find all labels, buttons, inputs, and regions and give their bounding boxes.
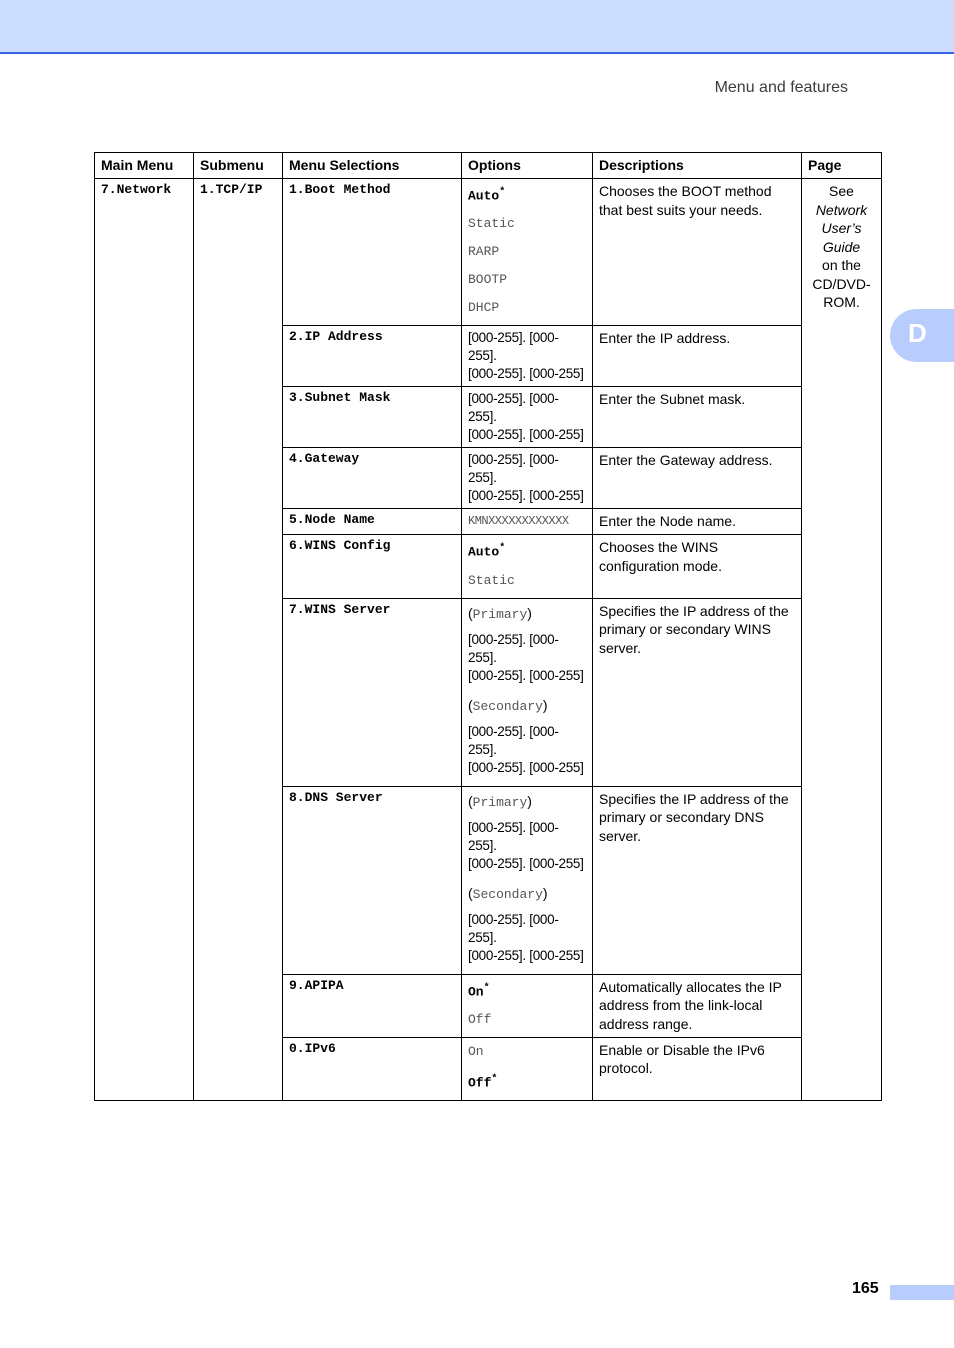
column-header: Descriptions xyxy=(593,153,802,179)
description-cell: Enter the Subnet mask. xyxy=(593,387,802,448)
options-cell xyxy=(462,535,593,598)
range-line: [000-255]. [000-255]. xyxy=(468,452,559,486)
description-cell: Chooses the WINS configuration mode. xyxy=(593,535,802,598)
description-cell: Enter the Node name. xyxy=(593,509,802,535)
page-number: 165 xyxy=(852,1280,879,1297)
chapter-tab-letter: D xyxy=(908,318,927,348)
option: Off xyxy=(468,1011,492,1027)
range-line: [000-255]. [000-255]. xyxy=(468,911,559,945)
selection-cell: 1.Boot Method xyxy=(283,179,462,326)
column-header: Main Menu xyxy=(95,153,194,179)
page-ref-italic: Network xyxy=(815,201,868,218)
range-line: [000-255]. [000-255] xyxy=(468,855,584,871)
option-default: Auto* xyxy=(468,543,506,560)
options-cell: (Primary) [000-255]. [000-255]. [000-255]. [000-255] (Secondary) [000-255]. [000-255]. [000-255]. [000-255] xyxy=(462,598,593,786)
primary-label: Primary xyxy=(472,606,528,622)
selection-cell: 7.WINS Server xyxy=(283,598,462,786)
option: RARP xyxy=(468,244,500,260)
options-cell xyxy=(462,509,593,535)
range-line: [000-255]. [000-255]. xyxy=(468,819,559,853)
menu-table xyxy=(94,152,882,1101)
selection-cell: 2.IP Address xyxy=(283,326,462,387)
options-cell xyxy=(462,326,593,387)
secondary-label: Secondary xyxy=(472,886,543,902)
page-ref-italic: Guide xyxy=(822,238,861,255)
range-line: [000-255]. [000-255] xyxy=(468,947,584,963)
page-reference-cell xyxy=(802,179,882,1101)
option-default: Auto* xyxy=(468,187,506,204)
description-cell: Automatically allocates the IP address from the link-local address range. xyxy=(593,974,802,1037)
main-menu-cell: 7.Network xyxy=(95,179,194,1101)
column-header: Submenu xyxy=(194,153,283,179)
selection-cell: 8.DNS Server xyxy=(283,786,462,974)
header-title: Menu and features xyxy=(714,79,848,96)
submenu-cell: 1.TCP/IP xyxy=(194,179,283,1101)
options-cell xyxy=(462,179,593,326)
column-header: Options xyxy=(462,153,593,179)
selection-cell: 5.Node Name xyxy=(283,509,462,535)
page-ref-text: on the xyxy=(822,257,861,273)
range-line: [000-255]. [000-255]. xyxy=(468,391,559,425)
page-ref-text: CD/DVD- xyxy=(812,275,871,292)
page-ref-text: See xyxy=(829,183,854,199)
option: DHCP xyxy=(468,300,500,316)
range-line: [000-255]. [000-255] xyxy=(468,488,584,504)
range-line: [000-255]. [000-255] xyxy=(468,366,584,382)
options-cell xyxy=(462,1037,593,1100)
range-line: [000-255]. [000-255] xyxy=(468,427,584,443)
chapter-tab xyxy=(890,309,954,362)
selection-cell: 0.IPv6 xyxy=(283,1037,462,1100)
primary-label: Primary xyxy=(472,794,528,810)
description-cell: Chooses the BOOT method that best suits your needs. xyxy=(593,179,802,326)
description-cell: Enter the IP address. xyxy=(593,326,802,387)
page-ref-text: ROM. xyxy=(823,294,860,310)
selection-cell: 6.WINS Config xyxy=(283,535,462,598)
table-header-row xyxy=(95,153,882,179)
options-cell xyxy=(462,448,593,509)
table-row xyxy=(95,179,882,326)
range-line: [000-255]. [000-255] xyxy=(468,667,584,683)
column-header: Menu Selections xyxy=(283,153,462,179)
top-header-band xyxy=(0,0,954,54)
description-cell: Specifies the IP address of the primary or secondary WINS server. xyxy=(593,598,802,786)
description-cell: Specifies the IP address of the primary or secondary DNS server. xyxy=(593,786,802,974)
range-line: [000-255]. [000-255] xyxy=(468,759,584,775)
option: KMNXXXXXXXXXXXX xyxy=(468,514,569,529)
page-ref-italic: User’s xyxy=(821,220,862,236)
option: Static xyxy=(468,216,515,232)
range-line: [000-255]. [000-255]. xyxy=(468,723,559,757)
options-cell xyxy=(462,974,593,1037)
option: On xyxy=(468,1043,484,1059)
option: BOOTP xyxy=(468,272,508,288)
page-number-bar xyxy=(890,1285,954,1300)
selection-cell: 9.APIPA xyxy=(283,974,462,1037)
options-cell: (Primary) [000-255]. [000-255]. [000-255]. [000-255] (Secondary) [000-255]. [000-255]. [000-255]. [000-255] xyxy=(462,786,593,974)
options-cell xyxy=(462,387,593,448)
selection-cell: 4.Gateway xyxy=(283,448,462,509)
selection-cell: 3.Subnet Mask xyxy=(283,387,462,448)
description-cell: Enable or Disable the IPv6 protocol. xyxy=(593,1037,802,1100)
option-default: On* xyxy=(468,982,490,999)
range-line: [000-255]. [000-255]. xyxy=(468,631,559,665)
option: Static xyxy=(468,572,515,588)
column-header: Page xyxy=(802,153,882,179)
range-line: [000-255]. [000-255]. xyxy=(468,330,559,364)
description-cell: Enter the Gateway address. xyxy=(593,448,802,509)
secondary-label: Secondary xyxy=(472,698,543,714)
option-default: Off* xyxy=(468,1073,498,1091)
